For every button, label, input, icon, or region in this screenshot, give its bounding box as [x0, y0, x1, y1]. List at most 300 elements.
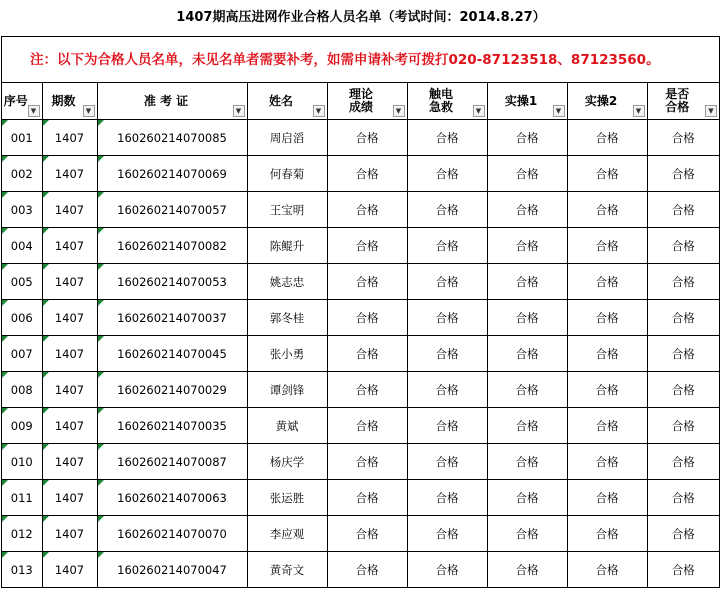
cell-value: 合格: [435, 490, 459, 505]
cell-period[interactable]: [42, 264, 97, 300]
cell-name[interactable]: [247, 516, 327, 552]
text-number-marker-icon: [43, 372, 49, 378]
text-number-marker-icon: [98, 408, 104, 414]
cell-op1[interactable]: [487, 300, 567, 336]
table-row: [2, 444, 719, 480]
cell-value: 013: [10, 562, 33, 577]
cell-period[interactable]: [42, 516, 97, 552]
text-number-marker-icon: [98, 156, 104, 162]
cell-value: 张小勇: [269, 346, 305, 361]
text-number-marker-icon: [98, 336, 104, 342]
cell-no[interactable]: [2, 192, 42, 228]
cell-pass[interactable]: [647, 336, 719, 372]
cell-name[interactable]: [247, 120, 327, 156]
cell-value: 1407: [54, 490, 85, 505]
cell-value: 合格: [515, 562, 539, 577]
cell-no[interactable]: [2, 156, 42, 192]
cell-value: 合格: [671, 274, 695, 289]
header-period: [42, 83, 97, 120]
cell-op1[interactable]: [487, 192, 567, 228]
cell-value: 160260214070053: [117, 274, 227, 289]
cell-value: 合格: [515, 238, 539, 253]
cell-value: 何春菊: [269, 166, 305, 181]
cell-value: 003: [10, 202, 33, 217]
cell-firstaid[interactable]: [407, 156, 487, 192]
cell-firstaid[interactable]: [407, 228, 487, 264]
cell-value: 合格: [515, 490, 539, 505]
cell-value: 黄斌: [275, 418, 299, 433]
cell-name[interactable]: [247, 408, 327, 444]
cell-value: 160260214070085: [117, 130, 227, 145]
cell-theory[interactable]: [327, 516, 407, 552]
text-number-marker-icon: [2, 300, 8, 306]
cell-value: 合格: [671, 562, 695, 577]
cell-op2[interactable]: [567, 264, 647, 300]
cell-name[interactable]: [247, 192, 327, 228]
text-number-marker-icon: [43, 300, 49, 306]
cell-value: 合格: [515, 202, 539, 217]
cell-value: 王宝明: [269, 202, 305, 217]
cell-ticket[interactable]: [97, 192, 247, 228]
cell-value: 007: [10, 346, 33, 361]
cell-op2[interactable]: [567, 444, 647, 480]
text-number-marker-icon: [2, 336, 8, 342]
cell-firstaid[interactable]: [407, 480, 487, 516]
text-number-marker-icon: [98, 516, 104, 522]
text-number-marker-icon: [98, 444, 104, 450]
text-number-marker-icon: [43, 444, 49, 450]
cell-ticket[interactable]: [97, 228, 247, 264]
text-number-marker-icon: [2, 228, 8, 234]
text-number-marker-icon: [98, 264, 104, 270]
cell-value: 合格: [355, 166, 379, 181]
text-number-marker-icon: [98, 228, 104, 234]
cell-value: 合格: [515, 382, 539, 397]
cell-no[interactable]: [2, 300, 42, 336]
header-theory: [327, 83, 407, 120]
cell-value: 合格: [515, 166, 539, 181]
table-row: [2, 480, 719, 516]
header-label: 期数: [51, 93, 76, 108]
cell-theory[interactable]: [327, 156, 407, 192]
filter-dropdown-icon[interactable]: ▼: [633, 105, 645, 117]
text-number-marker-icon: [98, 120, 104, 126]
cell-op2[interactable]: [567, 300, 647, 336]
header-op2: [567, 83, 647, 120]
cell-value: 合格: [355, 454, 379, 469]
cell-value: 合格: [435, 310, 459, 325]
cell-no[interactable]: [2, 408, 42, 444]
cell-firstaid[interactable]: [407, 372, 487, 408]
cell-value: 合格: [435, 562, 459, 577]
filter-dropdown-icon[interactable]: ▼: [28, 105, 40, 117]
cell-op1[interactable]: [487, 552, 567, 588]
cell-period[interactable]: [42, 300, 97, 336]
cell-theory[interactable]: [327, 336, 407, 372]
text-number-marker-icon: [98, 300, 104, 306]
text-number-marker-icon: [43, 228, 49, 234]
table-row: [2, 300, 719, 336]
cell-value: 合格: [595, 490, 619, 505]
cell-theory[interactable]: [327, 444, 407, 480]
cell-firstaid[interactable]: [407, 444, 487, 480]
header-label: 姓名: [268, 93, 293, 108]
cell-firstaid[interactable]: [407, 192, 487, 228]
cell-value: 合格: [671, 382, 695, 397]
cell-value: 黄奇文: [269, 562, 305, 577]
text-number-marker-icon: [43, 516, 49, 522]
cell-value: 合格: [515, 454, 539, 469]
cell-no[interactable]: [2, 120, 42, 156]
cell-value: 合格: [355, 382, 379, 397]
cell-value: 160260214070082: [117, 238, 227, 253]
cell-value: 合格: [355, 238, 379, 253]
cell-value: 008: [10, 382, 33, 397]
cell-value: 160260214070047: [117, 562, 227, 577]
cell-pass[interactable]: [647, 480, 719, 516]
text-number-marker-icon: [43, 552, 49, 558]
header-label: 序号: [3, 93, 28, 108]
cell-op2[interactable]: [567, 408, 647, 444]
cell-op1[interactable]: [487, 516, 567, 552]
cell-value: 1407: [54, 562, 85, 577]
cell-value: 合格: [595, 238, 619, 253]
header-pass: [647, 83, 719, 120]
cell-value: 002: [10, 166, 33, 181]
cell-value: 合格: [515, 418, 539, 433]
cell-firstaid[interactable]: [407, 120, 487, 156]
cell-value: 合格: [355, 526, 379, 541]
cell-value: 1407: [54, 526, 85, 541]
cell-theory[interactable]: [327, 264, 407, 300]
cell-firstaid[interactable]: [407, 552, 487, 588]
cell-value: 合格: [595, 202, 619, 217]
cell-value: 160260214070070: [117, 526, 227, 541]
cell-value: 合格: [355, 418, 379, 433]
cell-value: 005: [10, 274, 33, 289]
cell-pass[interactable]: [647, 300, 719, 336]
table-row: [2, 156, 719, 192]
filter-dropdown-icon[interactable]: ▼: [393, 105, 405, 117]
text-number-marker-icon: [43, 120, 49, 126]
cell-theory[interactable]: [327, 372, 407, 408]
cell-value: 1407: [54, 382, 85, 397]
cell-pass[interactable]: [647, 228, 719, 264]
cell-no[interactable]: [2, 264, 42, 300]
cell-value: 1407: [54, 346, 85, 361]
text-number-marker-icon: [43, 156, 49, 162]
cell-pass[interactable]: [647, 372, 719, 408]
cell-firstaid[interactable]: [407, 516, 487, 552]
filter-dropdown-icon[interactable]: ▼: [313, 105, 325, 117]
cell-value: 合格: [515, 526, 539, 541]
cell-value: 合格: [515, 274, 539, 289]
cell-no[interactable]: [2, 336, 42, 372]
cell-name[interactable]: [247, 264, 327, 300]
cell-no[interactable]: [2, 372, 42, 408]
cell-value: 1407: [54, 454, 85, 469]
cell-value: 周启滔: [269, 130, 305, 145]
cell-theory[interactable]: [327, 480, 407, 516]
cell-name[interactable]: [247, 444, 327, 480]
cell-value: 合格: [671, 166, 695, 181]
text-number-marker-icon: [2, 516, 8, 522]
cell-op2[interactable]: [567, 372, 647, 408]
text-number-marker-icon: [2, 192, 8, 198]
text-number-marker-icon: [43, 408, 49, 414]
cell-value: 合格: [595, 166, 619, 181]
cell-ticket[interactable]: [97, 336, 247, 372]
cell-no[interactable]: [2, 480, 42, 516]
cell-value: 郭冬桂: [269, 310, 305, 325]
cell-no[interactable]: [2, 444, 42, 480]
cell-value: 1407: [54, 202, 85, 217]
text-number-marker-icon: [43, 264, 49, 270]
filter-dropdown-icon[interactable]: ▼: [233, 105, 245, 117]
cell-value: 李应观: [269, 526, 305, 541]
cell-theory[interactable]: [327, 192, 407, 228]
cell-value: 合格: [435, 274, 459, 289]
cell-ticket[interactable]: [97, 156, 247, 192]
cell-theory[interactable]: [327, 228, 407, 264]
cell-ticket[interactable]: [97, 444, 247, 480]
spreadsheet: [1, 36, 720, 588]
table-row: [2, 120, 719, 156]
text-number-marker-icon: [98, 372, 104, 378]
cell-theory[interactable]: [327, 120, 407, 156]
filter-dropdown-icon[interactable]: ▼: [473, 105, 485, 117]
cell-value: 合格: [671, 202, 695, 217]
cell-value: 合格: [595, 562, 619, 577]
cell-period[interactable]: [42, 444, 97, 480]
header-label: 是否 合格: [665, 87, 690, 114]
cell-value: 合格: [595, 310, 619, 325]
cell-value: 合格: [435, 454, 459, 469]
cell-value: 1407: [54, 166, 85, 181]
cell-period[interactable]: [42, 336, 97, 372]
text-number-marker-icon: [2, 480, 8, 486]
cell-value: 合格: [435, 130, 459, 145]
cell-op1[interactable]: [487, 264, 567, 300]
cell-name[interactable]: [247, 300, 327, 336]
cell-value: 合格: [671, 238, 695, 253]
cell-value: 合格: [355, 562, 379, 577]
cell-name[interactable]: [247, 156, 327, 192]
cell-ticket[interactable]: [97, 552, 247, 588]
cell-value: 合格: [595, 418, 619, 433]
cell-value: 合格: [595, 526, 619, 541]
text-number-marker-icon: [2, 156, 8, 162]
cell-value: 合格: [595, 382, 619, 397]
cell-op2[interactable]: [567, 336, 647, 372]
cell-op1[interactable]: [487, 372, 567, 408]
header-label: 理论 成绩: [348, 87, 373, 114]
cell-value: 1407: [54, 310, 85, 325]
cell-no[interactable]: [2, 228, 42, 264]
cell-period[interactable]: [42, 480, 97, 516]
cell-value: 006: [10, 310, 33, 325]
cell-value: 合格: [671, 130, 695, 145]
cell-pass[interactable]: [647, 552, 719, 588]
cell-name[interactable]: [247, 480, 327, 516]
cell-no[interactable]: [2, 516, 42, 552]
header-name: [247, 83, 327, 120]
cell-op1[interactable]: [487, 444, 567, 480]
cell-period[interactable]: [42, 120, 97, 156]
table-row: [2, 552, 719, 588]
table-row: [2, 408, 719, 444]
cell-value: 合格: [671, 346, 695, 361]
filter-dropdown-icon[interactable]: ▼: [553, 105, 565, 117]
header-ticket: [97, 83, 247, 120]
cell-op1[interactable]: [487, 480, 567, 516]
header-row: [2, 83, 719, 120]
cell-value: 合格: [595, 130, 619, 145]
table-row: [2, 336, 719, 372]
cell-value: 合格: [355, 346, 379, 361]
cell-ticket[interactable]: [97, 372, 247, 408]
cell-period[interactable]: [42, 228, 97, 264]
cell-value: 160260214070029: [117, 382, 227, 397]
cell-name[interactable]: [247, 372, 327, 408]
text-number-marker-icon: [2, 372, 8, 378]
cell-ticket[interactable]: [97, 120, 247, 156]
cell-value: 012: [10, 526, 33, 541]
text-number-marker-icon: [2, 408, 8, 414]
header-label: 准 考 证: [143, 93, 189, 108]
cell-ticket[interactable]: [97, 300, 247, 336]
cell-no[interactable]: [2, 552, 42, 588]
cell-op1[interactable]: [487, 228, 567, 264]
cell-ticket[interactable]: [97, 480, 247, 516]
text-number-marker-icon: [98, 480, 104, 486]
cell-op2[interactable]: [567, 156, 647, 192]
cell-pass[interactable]: [647, 516, 719, 552]
cell-op2[interactable]: [567, 228, 647, 264]
text-number-marker-icon: [43, 192, 49, 198]
cell-op1[interactable]: [487, 336, 567, 372]
text-number-marker-icon: [2, 444, 8, 450]
cell-value: 合格: [355, 490, 379, 505]
header-op1: [487, 83, 567, 120]
cell-value: 160260214070069: [117, 166, 227, 181]
cell-value: 合格: [435, 202, 459, 217]
cell-value: 009: [10, 418, 33, 433]
table-row: [2, 372, 719, 408]
cell-value: 合格: [515, 346, 539, 361]
cell-op2[interactable]: [567, 552, 647, 588]
cell-value: 160260214070057: [117, 202, 227, 217]
cell-value: 陈鲲升: [269, 238, 305, 253]
cell-value: 160260214070045: [117, 346, 227, 361]
table-row: [2, 228, 719, 264]
text-number-marker-icon: [98, 552, 104, 558]
cell-value: 1407: [54, 274, 85, 289]
cell-op1[interactable]: [487, 408, 567, 444]
cell-value: 010: [10, 454, 33, 469]
cell-value: 160260214070063: [117, 490, 227, 505]
cell-name[interactable]: [247, 228, 327, 264]
cell-value: 张运胜: [269, 490, 305, 505]
table-row: [2, 264, 719, 300]
cell-period[interactable]: [42, 408, 97, 444]
cell-value: 合格: [671, 454, 695, 469]
page-title: 1407期高压进网作业合格人员名单（考试时间：2014.8.27）: [176, 10, 546, 25]
cell-op2[interactable]: [567, 480, 647, 516]
cell-period[interactable]: [42, 192, 97, 228]
filter-dropdown-icon[interactable]: ▼: [705, 105, 717, 117]
cell-value: 合格: [355, 202, 379, 217]
header-label: 实操1: [504, 93, 538, 108]
cell-op2[interactable]: [567, 120, 647, 156]
cell-pass[interactable]: [647, 264, 719, 300]
cell-ticket[interactable]: [97, 264, 247, 300]
cell-value: 合格: [355, 274, 379, 289]
cell-op2[interactable]: [567, 516, 647, 552]
filter-dropdown-icon[interactable]: ▼: [83, 105, 95, 117]
header-firstaid: [407, 83, 487, 120]
cell-name[interactable]: [247, 336, 327, 372]
cell-theory[interactable]: [327, 408, 407, 444]
cell-firstaid[interactable]: [407, 300, 487, 336]
cell-firstaid[interactable]: [407, 408, 487, 444]
cell-firstaid[interactable]: [407, 264, 487, 300]
cell-pass[interactable]: [647, 120, 719, 156]
cell-op2[interactable]: [567, 192, 647, 228]
cell-value: 合格: [435, 238, 459, 253]
cell-value: 合格: [435, 418, 459, 433]
cell-ticket[interactable]: [97, 516, 247, 552]
cell-theory[interactable]: [327, 552, 407, 588]
cell-op1[interactable]: [487, 156, 567, 192]
cell-pass[interactable]: [647, 444, 719, 480]
cell-period[interactable]: [42, 372, 97, 408]
cell-value: 合格: [435, 382, 459, 397]
cell-value: 1407: [54, 418, 85, 433]
notice-text: 注：以下为合格人员名单，未见名单者需要补考，如需申请补考可拨打020-87123518、87123560。: [2, 37, 719, 83]
cell-theory[interactable]: [327, 300, 407, 336]
cell-value: 姚志忠: [269, 274, 305, 289]
cell-value: 合格: [671, 418, 695, 433]
cell-value: 160260214070037: [117, 310, 227, 325]
cell-value: 合格: [435, 166, 459, 181]
cell-value: 1407: [54, 238, 85, 253]
cell-value: 合格: [671, 526, 695, 541]
text-number-marker-icon: [98, 192, 104, 198]
cell-value: 1407: [54, 130, 85, 145]
cell-value: 谭剑锋: [269, 382, 305, 397]
cell-value: 合格: [515, 130, 539, 145]
cell-pass[interactable]: [647, 408, 719, 444]
cell-firstaid[interactable]: [407, 336, 487, 372]
cell-pass[interactable]: [647, 156, 719, 192]
cell-ticket[interactable]: [97, 408, 247, 444]
cell-name[interactable]: [247, 552, 327, 588]
cell-value: 合格: [435, 526, 459, 541]
text-number-marker-icon: [2, 552, 8, 558]
cell-value: 合格: [671, 490, 695, 505]
cell-period[interactable]: [42, 156, 97, 192]
table-body: [2, 120, 719, 588]
cell-period[interactable]: [42, 552, 97, 588]
text-number-marker-icon: [43, 336, 49, 342]
header-label: 实操2: [584, 93, 618, 108]
text-number-marker-icon: [2, 120, 8, 126]
cell-value: 合格: [671, 310, 695, 325]
header-no: [2, 83, 42, 120]
cell-op1[interactable]: [487, 120, 567, 156]
cell-pass[interactable]: [647, 192, 719, 228]
